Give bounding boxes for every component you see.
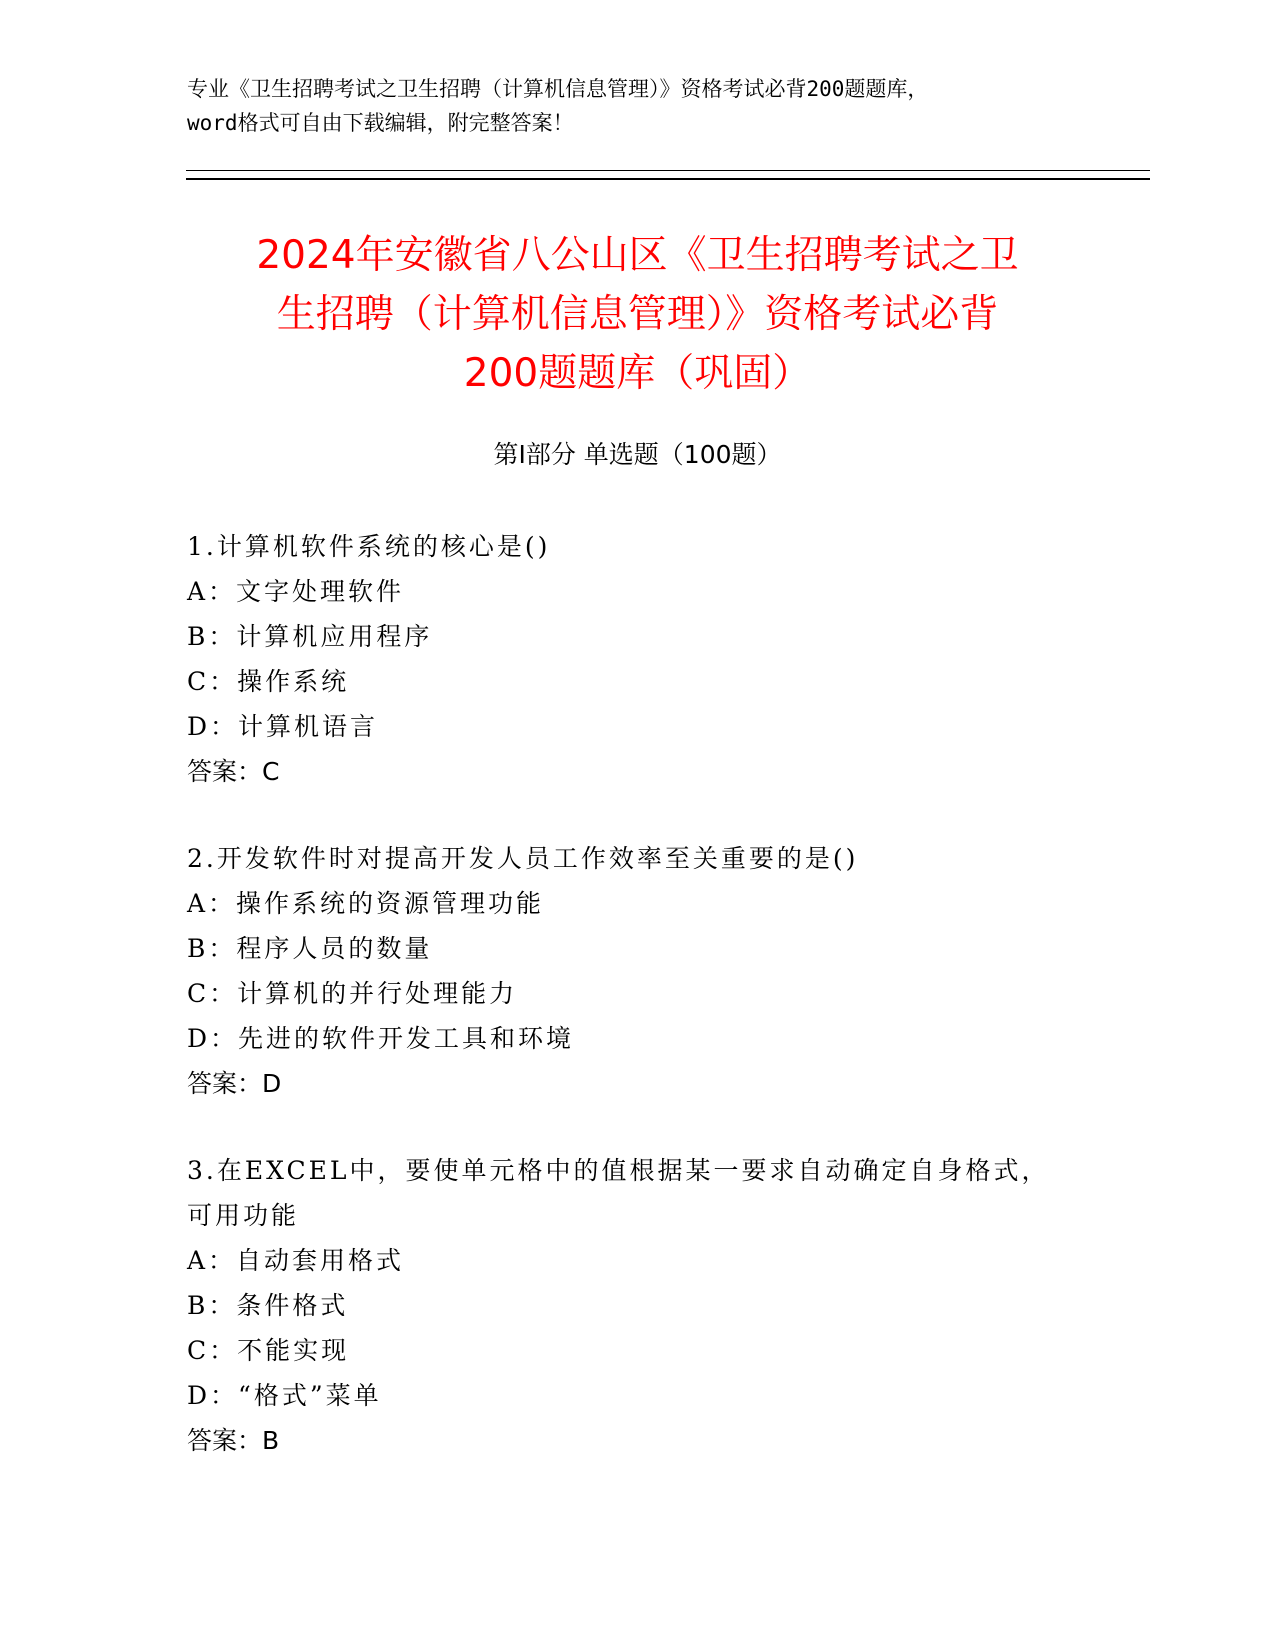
header-note-line-2: word格式可自由下载编辑，附完整答案！ bbox=[187, 111, 574, 135]
header-divider-thick bbox=[186, 178, 1150, 180]
question-text: 1.计算机软件系统的核心是() bbox=[187, 532, 551, 561]
option-d: D：计算机语言 bbox=[187, 712, 379, 741]
option-c: C：不能实现 bbox=[187, 1336, 350, 1365]
answer: 答案：B bbox=[187, 1426, 280, 1455]
title-line-1: 2024年安徽省八公山区《卫生招聘考试之卫 bbox=[256, 233, 1019, 278]
option-a: A：操作系统的资源管理功能 bbox=[187, 889, 545, 918]
document-header-note bbox=[187, 72, 1087, 140]
option-c: C：计算机的并行处理能力 bbox=[187, 979, 518, 1008]
option-c: C：操作系统 bbox=[187, 667, 350, 696]
option-b: B：条件格式 bbox=[187, 1291, 349, 1320]
question-list bbox=[187, 524, 1087, 1505]
title-line-2: 生招聘（计算机信息管理）》资格考试必背 bbox=[276, 292, 999, 337]
header-divider-thin bbox=[186, 170, 1150, 171]
option-d: D：先进的软件开发工具和环境 bbox=[187, 1024, 575, 1053]
question-1 bbox=[187, 524, 1087, 794]
question-text: 2.开发软件时对提高开发人员工作效率至关重要的是() bbox=[187, 844, 859, 873]
title-line-3: 200题题库（巩固） bbox=[463, 351, 812, 396]
question-text-line-1: 3.在EXCEL中，要使单元格中的值根据某一要求自动确定自身格式， bbox=[187, 1156, 1050, 1185]
question-2 bbox=[187, 836, 1087, 1106]
option-b: B：程序人员的数量 bbox=[187, 934, 433, 963]
question-3 bbox=[187, 1148, 1087, 1463]
option-a: A：文字处理软件 bbox=[187, 577, 405, 606]
option-b: B：计算机应用程序 bbox=[187, 622, 433, 651]
header-note-line-1: 专业《卫生招聘考试之卫生招聘（计算机信息管理）》资格考试必背200题题库， bbox=[187, 77, 929, 101]
question-text-line-2: 可用功能 bbox=[187, 1201, 300, 1230]
document-title bbox=[150, 226, 1125, 403]
option-a: A：自动套用格式 bbox=[187, 1246, 405, 1275]
answer: 答案：C bbox=[187, 757, 280, 786]
answer: 答案：D bbox=[187, 1069, 282, 1098]
option-d: D：“格式”菜单 bbox=[187, 1381, 382, 1410]
section-heading: 第Ⅰ部分 单选题（100题） bbox=[493, 440, 782, 469]
